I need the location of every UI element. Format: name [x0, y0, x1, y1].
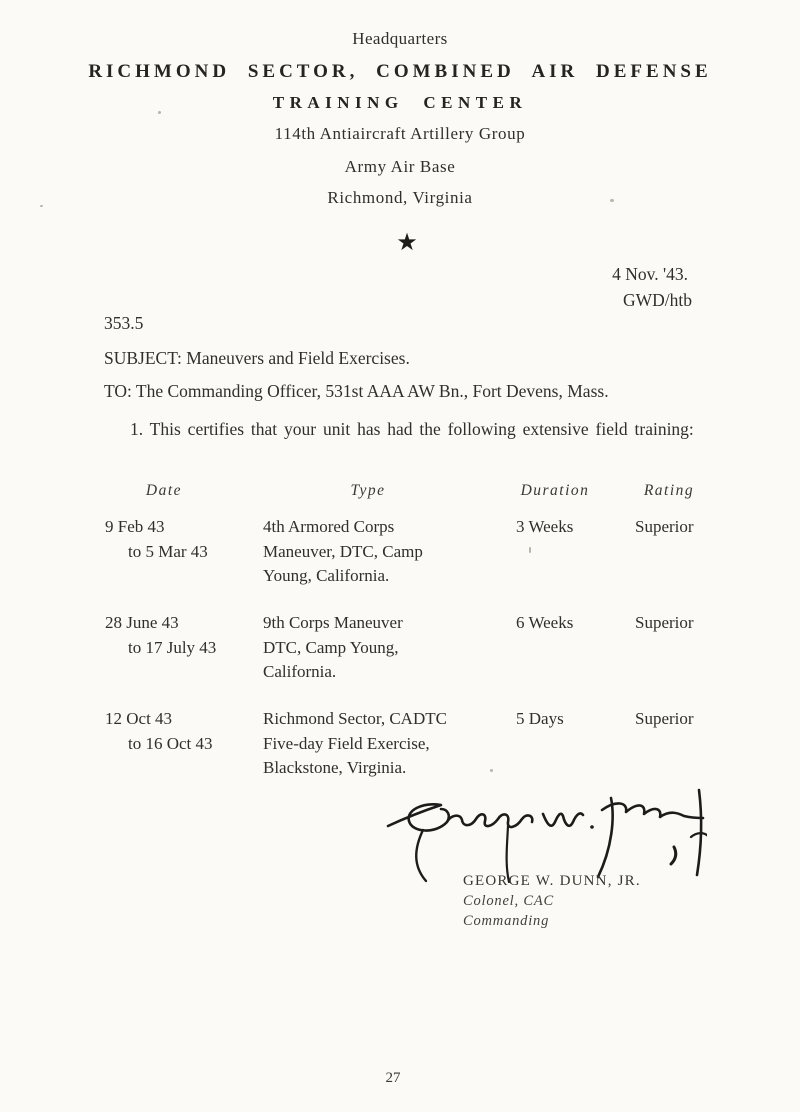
table-row: [105, 515, 715, 595]
column-header-type: Type: [350, 482, 386, 499]
rating-cell: Superior: [635, 517, 694, 536]
signer-name: GEORGE W. DUNN, JR.: [463, 873, 641, 889]
type-line: California.: [263, 662, 337, 681]
duration-cell: 6 Weeks: [516, 613, 574, 632]
reference-initials: GWD/htb: [622, 290, 692, 310]
organization-name-line1: RICHMOND SECTOR, COMBINED AIR DEFENSE: [88, 61, 712, 82]
date-to: to 16 Oct 43: [128, 733, 213, 753]
type-line: Richmond Sector, CADTC: [263, 709, 447, 728]
column-header-duration: Duration: [520, 482, 590, 499]
type-cell: [263, 707, 513, 781]
column-header-date: Date: [145, 482, 183, 499]
rating-cell: Superior: [635, 709, 694, 728]
type-line: Five-day Field Exercise,: [263, 733, 430, 753]
table-row: [105, 611, 715, 691]
type-line: Young, California.: [263, 566, 390, 585]
date-from: 28 June 43: [105, 613, 179, 632]
file-number: 353.5: [104, 313, 144, 333]
to-line: TO: The Commanding Officer, 531st AAA AW Bn., Fort Devens, Mass.: [104, 381, 609, 401]
type-cell: [263, 515, 513, 589]
date-cell: [105, 707, 255, 756]
subject-line: SUBJECT: Maneuvers and Field Exercises.: [104, 348, 410, 368]
column-header-rating: Rating: [643, 482, 695, 499]
date-cell: [105, 515, 255, 564]
date-cell: [105, 611, 255, 660]
scan-speck: [610, 199, 614, 202]
location-line: Richmond, Virginia: [327, 188, 473, 207]
type-line: DTC, Camp Young,: [263, 637, 399, 657]
signer-role: Commanding: [463, 913, 550, 929]
signer-rank: Colonel, CAC: [463, 893, 554, 909]
type-line: 4th Armored Corps: [263, 517, 395, 536]
date-from: 9 Feb 43: [105, 517, 165, 536]
headquarters-line: Headquarters: [352, 29, 448, 48]
type-line: Maneuver, DTC, Camp: [263, 541, 423, 561]
duration-cell: 3 Weeks: [516, 517, 574, 536]
scan-speck: [158, 111, 161, 114]
date-to: to 5 Mar 43: [128, 541, 208, 561]
type-line: 9th Corps Maneuver: [263, 613, 403, 632]
scan-speck: [490, 769, 493, 772]
scan-speck: [529, 547, 531, 553]
signature-handwriting: [385, 786, 707, 883]
scan-speck: [40, 205, 43, 207]
organization-name-line2: TRAINING CENTER: [272, 93, 528, 112]
page-number: 27: [385, 1070, 401, 1086]
signature-block: [463, 871, 641, 931]
date-line: 4 Nov. '43.: [612, 264, 688, 284]
star-icon: ★: [396, 230, 418, 256]
table-row: [105, 707, 715, 787]
type-line: Blackstone, Virginia.: [263, 758, 407, 777]
body-paragraph: 1. This certifies that your unit has had the following extensive field training:: [130, 419, 694, 439]
date-to: to 17 July 43: [128, 637, 217, 657]
base-line: Army Air Base: [344, 157, 456, 176]
training-table: [105, 482, 715, 792]
date-from: 12 Oct 43: [105, 709, 173, 728]
rating-cell: Superior: [635, 613, 694, 632]
type-cell: [263, 611, 513, 685]
group-line: 114th Antiaircraft Artillery Group: [274, 124, 526, 143]
duration-cell: 5 Days: [516, 709, 564, 728]
